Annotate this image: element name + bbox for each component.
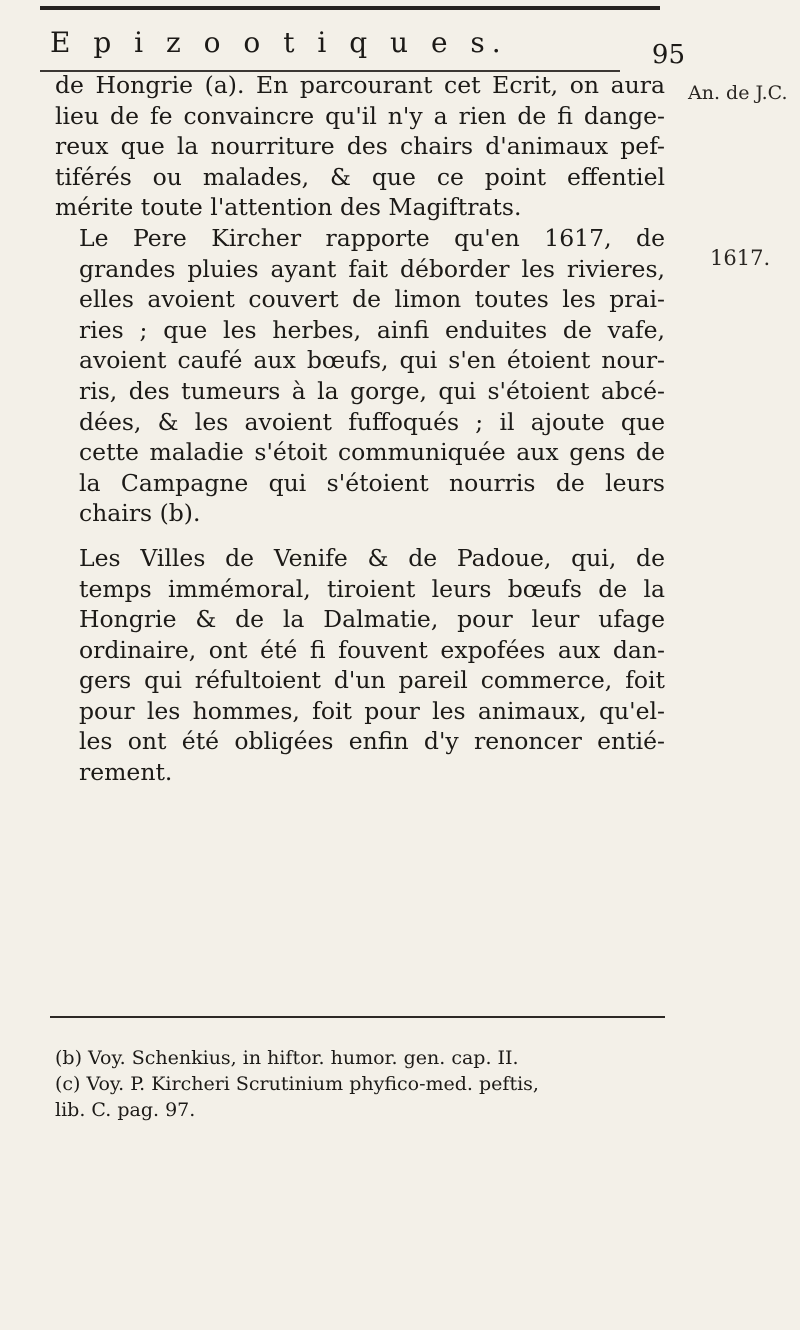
footnote-c: (c) Voy. P. Kircheri Scrutinium phyfico-med. peftis, bbox=[55, 1073, 539, 1095]
text-line: cette maladie s'étoit communiquée aux gens de bbox=[79, 438, 665, 467]
paragraph-2 bbox=[55, 223, 665, 529]
footnote-rule bbox=[50, 1016, 665, 1018]
text-line: dées, & les avoient fuffoqués ; il ajoute que bbox=[79, 407, 665, 436]
text-line: reux que la nourriture des chairs d'animaux pef- bbox=[55, 132, 665, 161]
text-line: la Campagne qui s'étoient nourris de leurs bbox=[79, 468, 665, 497]
text-line: ordinaire, ont été fi fouvent expofées aux dan- bbox=[79, 635, 665, 664]
text-line: temps immémoral, tiroient leurs bœufs de la bbox=[79, 574, 665, 603]
text-line: de Hongrie (a). En parcourant cet Ecrit, on aura bbox=[55, 71, 665, 99]
text-line: gers qui réfultoient d'un pareil commerce, foit bbox=[79, 666, 665, 695]
text-line: elles avoient couvert de limon toutes les prai- bbox=[79, 285, 665, 314]
paragraph-1 bbox=[55, 70, 665, 223]
text-line: grandes pluies ayant fait déborder les rivieres, bbox=[79, 254, 665, 283]
text-line: tiférés ou malades, & que ce point effentiel bbox=[55, 162, 665, 191]
text-line: avoient caufé aux bœufs, qui s'en étoient nour- bbox=[79, 346, 665, 375]
text-line: pour les hommes, foit pour les animaux, qu'el- bbox=[79, 696, 665, 725]
running-head: E p i z o o t i q u e s. bbox=[50, 26, 508, 59]
text-line: ries ; que les herbes, ainfi enduites de vafe, bbox=[79, 315, 665, 344]
page-header bbox=[40, 26, 685, 70]
footnote-c-cont: lib. C. pag. 97. bbox=[55, 1099, 196, 1121]
text-line: Hongrie & de la Dalmatie, pour leur ufage bbox=[79, 605, 665, 634]
text-line: chairs (b). bbox=[79, 499, 201, 528]
text-line: Les Villes de Venife & de Padoue, qui, de bbox=[79, 543, 665, 572]
margin-note-an: An. de J.C. bbox=[688, 82, 788, 104]
text-line: ris, des tumeurs à la gorge, qui s'étoient abcé- bbox=[79, 376, 665, 405]
top-rule bbox=[40, 6, 660, 10]
text-line: mérite toute l'attention des Magiftrats. bbox=[55, 193, 522, 222]
text-line: rement. bbox=[79, 758, 173, 787]
paragraph-3 bbox=[55, 543, 665, 788]
text-line: les ont été obligées enfin d'y renoncer entié- bbox=[79, 727, 665, 756]
text-line: lieu de fe convaincre qu'il n'y a rien de fi dange- bbox=[55, 101, 665, 130]
text-line: Le Pere Kircher rapporte qu'en 1617, de bbox=[79, 223, 665, 252]
page-number: 95 bbox=[651, 40, 685, 70]
main-text bbox=[55, 70, 665, 788]
margin-note-year: 1617. bbox=[710, 246, 771, 270]
footnote-b: (b) Voy. Schenkius, in hiftor. humor. gen. cap. II. bbox=[55, 1047, 519, 1069]
footnotes bbox=[55, 1045, 675, 1123]
